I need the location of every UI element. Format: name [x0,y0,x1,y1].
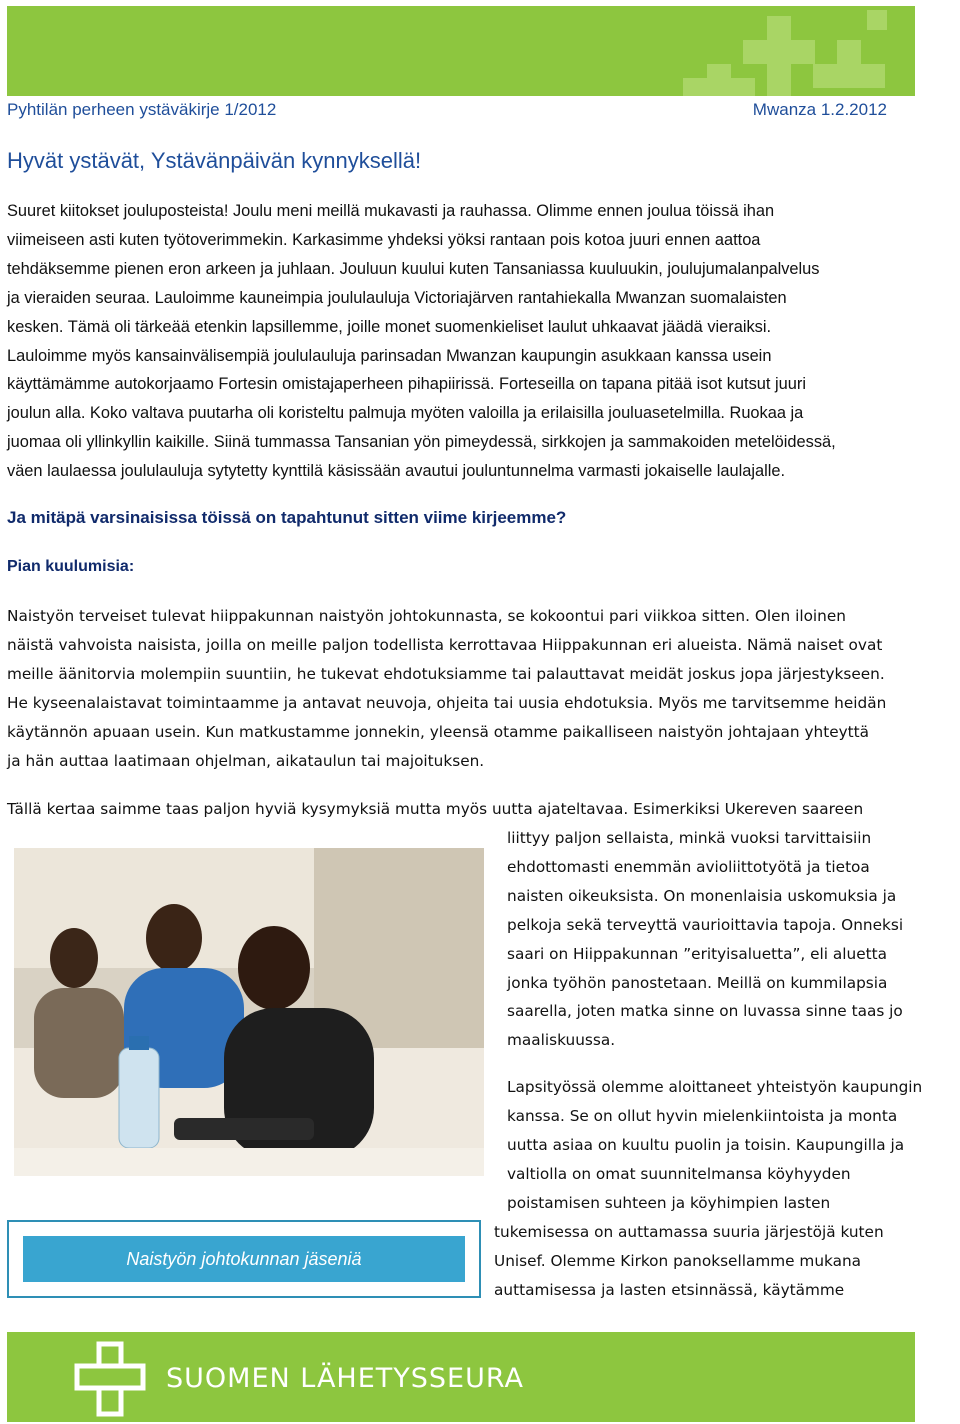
text-line: naisten oikeuksista. On monenlaisia uskomuksia ja [507,886,897,905]
text-line: Lauloimme myös kansainvälisempiä joululauluja parinsadan Mwanzan kaupungin asukkaan kanssa usein [7,346,772,365]
text-line: Unisef. Olemme Kirkon panoksellamme mukana [494,1251,862,1270]
letter-header [7,100,887,124]
letter-title: Pyhtilän perheen ystäväkirje 1/2012 [7,100,277,119]
cross-logo-icon [59,1332,179,1422]
text-line: saari on Hiippakunnan ”erityisaluetta”, eli aluetta [507,944,888,963]
news-heading: Pian kuulumisia: [7,558,135,575]
text-line: He kyseenalaistavat toimintaamme ja antavat neuvoja, ohjeita tai uusia ehdotuksia. Myös me tarvitsemme heidän [7,693,887,712]
text-line: liittyy paljon sellaista, minkä vuoksi tarvittaisiin [507,829,872,847]
text-line: tehdäksemme pienen eron arkeen ja juhlaan. Jouluun kuului kuten Tansaniassa kuuluukin, joulujumalanpalvelus [7,259,820,278]
text-line: ja hän auttaa laatimaan ohjelman, aikataulun tai majoituksen. [7,751,485,770]
text-line: väen laulaessa joululauluja sytytetty kynttilä käsissään avautui jouluntunnelma varmasti jokaiselle laulajalle. [7,462,786,481]
ukerewe-paragraph [507,824,957,1055]
text-line: viimeiseen asti kuten työtoverimmekin. Karkasimme yhdeksi yöksi rantaan pois kotoa juuri ennen aattoa [7,230,761,249]
text-line: tukemisessa on auttamassa suuria järjestöjä kuten [494,1223,884,1241]
photo-caption: Naistyön johtokunnan jäseniä [23,1236,465,1282]
text-line: pelkoja sekä terveyttä vaurioittavia tapoja. Onneksi [507,915,904,934]
text-line: Naistyön terveiset tulevat hiippakunnan naistyön johtokunnasta, se kokoontui pari viikkoa sitten. Olen iloinen [7,607,846,625]
text-line: kesken. Tämä oli tärkeää etenkin lapsillemme, joille monet suomenkieliset laulut uhkaavat jäädä vieraiksi. [7,317,772,336]
text-line: Lapsityössä olemme aloittaneet yhteistyön kaupungin [507,1078,923,1096]
text-line: uutta asiaa on kuultu puolin ja toisin. Kaupungilla ja [507,1135,905,1154]
organization-name: SUOMEN LÄHETYSSEURA [166,1363,525,1394]
text-line: käyttämämme autokorjaamo Fortesin omistajaperheen pihapiirissä. Forteseilla on tapana pitää isot kutsut juuri [7,375,806,394]
question-heading: Ja mitäpä varsinaisissa töissä on tapahtunut sitten viime kirjeemme? [7,508,567,527]
text-line: joulun alla. Koko valtava puutarha oli koristeltu palmuja myöten valoilla ja erilaisilla jouluasetelmilla. Ruokaa ja [7,404,804,423]
naistyo-paragraph [7,602,957,775]
text-line: saarella, joten matka sinne on luvassa sinne taas jo [507,1002,903,1021]
photo-caption-box [7,1220,481,1298]
ukerewe-first-line: Tällä kertaa saimme taas paljon hyviä kysymyksiä mutta myös uutta ajateltavaa. Esimerkiksi Ukereven saareen [7,800,864,818]
text-line: käytännön apuaan usein. Kun matkustamme jonnekin, yleensä otamme paikalliseen naistyön johtajaan yhteyttä [7,722,870,741]
cross-pattern-icon [7,6,915,96]
top-banner [7,6,915,96]
text-line: juomaa oli yllinkyllin kaikille. Siinä tummassa Tansanian yön pimeydessä, sirkkojen ja sammakoiden metelöidessä, [7,433,836,452]
women-photo [14,848,484,1176]
text-line: kanssa. Se on ollut hyvin mielenkiintoista ja monta [507,1106,898,1125]
text-line: jonka työhön panostetaan. Meillä on kummilapsia [507,973,888,992]
text-line: näistä vahvoista naisista, joilla on meille paljon todellista kerrottavaa Hiippakunnan eri alueista. Nämä naiset ovat [7,635,883,654]
text-line: Suuret kiitokset jouluposteista! Joulu meni meillä mukavasti ja rauhassa. Olimme ennen joulua töissä ihan [7,202,775,220]
text-line: poistamisen suhteen ja köyhimpien lasten [507,1193,831,1212]
greeting-heading: Hyvät ystävät, Ystävänpäivän kynnyksellä! [7,148,422,173]
text-line: ehdottomasti enemmän avioliittotyötä ja tietoa [507,857,870,876]
text-line: valtiolla on omat suunnitelmansa köyhyyden [507,1164,851,1183]
text-line: ja vieraiden seuraa. Lauloimme kauneimpia joululauluja Victoriajärven rantahiekalla Mwanzan suomalaisten [7,288,787,307]
text-line: meille äänitorvia molempiin suuntiin, he tukevat ehdotuksiamme tai palauttavat meidät joskus jopa järjestykseen. [7,664,885,683]
place-date: Mwanza 1.2.2012 [752,100,887,119]
text-line: auttamisessa ja lasten etsinnässä, käytämme [494,1280,845,1299]
lapsityo-paragraph [507,1073,957,1218]
lapsityo-paragraph-wide [494,1218,954,1305]
text-line: maaliskuussa. [507,1031,616,1050]
intro-paragraph [7,197,957,486]
